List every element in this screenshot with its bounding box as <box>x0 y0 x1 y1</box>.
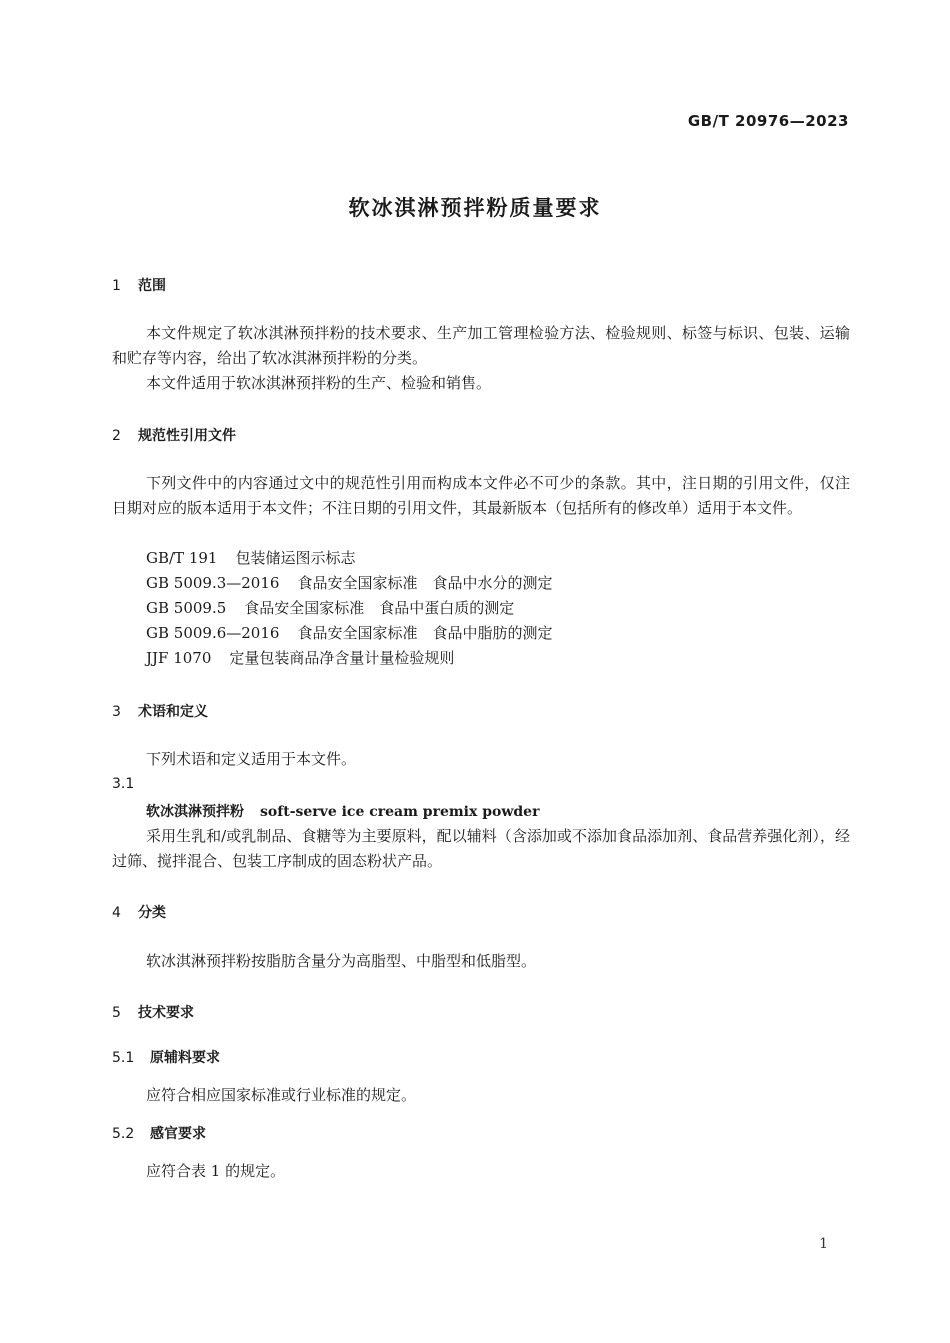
section-number: 1 <box>112 278 121 294</box>
section-title: 范围 <box>138 278 166 294</box>
section-1-paragraph-2: 本文件适用于软冰淇淋预拌粉的生产、检验和销售。 <box>146 374 492 392</box>
standard-number: GB/T 20976—2023 <box>687 112 849 130</box>
reference-code: GB 5009.6—2016 <box>146 624 280 642</box>
section-5-2-paragraph: 应符合表 1 的规定。 <box>146 1162 286 1180</box>
reference-code: GB 5009.3—2016 <box>146 574 280 592</box>
section-3-paragraph-1: 下列术语和定义适用于本文件。 <box>146 750 357 768</box>
reference-item <box>146 546 355 571</box>
section-1-heading <box>112 275 166 295</box>
document-title: 软冰淇淋预拌粉质量要求 <box>348 196 602 220</box>
section-number: 5 <box>112 1005 121 1021</box>
reference-name: 食品安全国家标准 食品中水分的测定 <box>297 574 553 592</box>
page-number: 1 <box>819 1236 828 1252</box>
section-number: 2 <box>112 428 121 444</box>
reference-name: 定量包装商品净含量计量检验规则 <box>229 649 455 667</box>
section-number: 5.1 <box>112 1050 135 1066</box>
section-title: 技术要求 <box>138 1005 194 1021</box>
reference-name: 食品安全国家标准 食品中蛋白质的测定 <box>244 599 515 617</box>
reference-code: JJF 1070 <box>146 649 212 667</box>
section-number: 5.2 <box>112 1126 135 1142</box>
reference-name: 食品安全国家标准 食品中脂肪的测定 <box>297 624 553 642</box>
section-2-paragraph-1: 下列文件中的内容通过文中的规范性引用而构成本文件必不可少的条款。其中，注日期的引用文件，仅注日期对应的版本适用于本文件；不注日期的引用文件，其最新版本（包括所有的修改单）适用于本文件。 <box>112 474 850 517</box>
term-english: soft-serve ice cream premix powder <box>260 804 540 820</box>
reference-item <box>146 646 454 671</box>
term-chinese: 软冰淇淋预拌粉 <box>146 804 244 820</box>
section-4-heading <box>112 902 166 922</box>
section-2-heading <box>112 425 236 445</box>
section-5-1-heading <box>112 1047 220 1067</box>
section-title: 分类 <box>138 905 166 921</box>
reference-code: GB/T 191 <box>146 549 218 567</box>
section-title: 术语和定义 <box>138 704 208 720</box>
term-definition: 采用生乳和/或乳制品、食糖等为主要原料，配以辅料（含添加或不添加食品添加剂、食品营养强化剂），经过筛、搅拌混合、包装工序制成的固态粉状产品。 <box>112 827 850 870</box>
term-entry <box>146 801 539 821</box>
reference-item <box>146 596 514 621</box>
section-title: 原辅料要求 <box>150 1050 220 1066</box>
reference-item <box>146 621 552 646</box>
section-5-2-heading <box>112 1123 206 1143</box>
section-3-heading <box>112 701 208 721</box>
section-number: 3 <box>112 704 121 720</box>
section-4-paragraph-1: 软冰淇淋预拌粉按脂肪含量分为高脂型、中脂型和低脂型。 <box>146 952 537 970</box>
reference-item <box>146 571 552 596</box>
reference-code: GB 5009.5 <box>146 599 227 617</box>
term-number: 3.1 <box>112 776 135 792</box>
section-number: 4 <box>112 905 121 921</box>
section-title: 感官要求 <box>150 1126 206 1142</box>
section-title: 规范性引用文件 <box>138 428 236 444</box>
reference-name: 包装储运图示标志 <box>235 549 356 567</box>
section-1-paragraph-1: 本文件规定了软冰淇淋预拌粉的技术要求、生产加工管理检验方法、检验规则、标签与标识、包装、运输和贮存等内容，给出了软冰淇淋预拌粉的分类。 <box>112 324 850 367</box>
section-5-1-paragraph: 应符合相应国家标准或行业标准的规定。 <box>146 1086 417 1104</box>
section-5-heading <box>112 1002 194 1022</box>
